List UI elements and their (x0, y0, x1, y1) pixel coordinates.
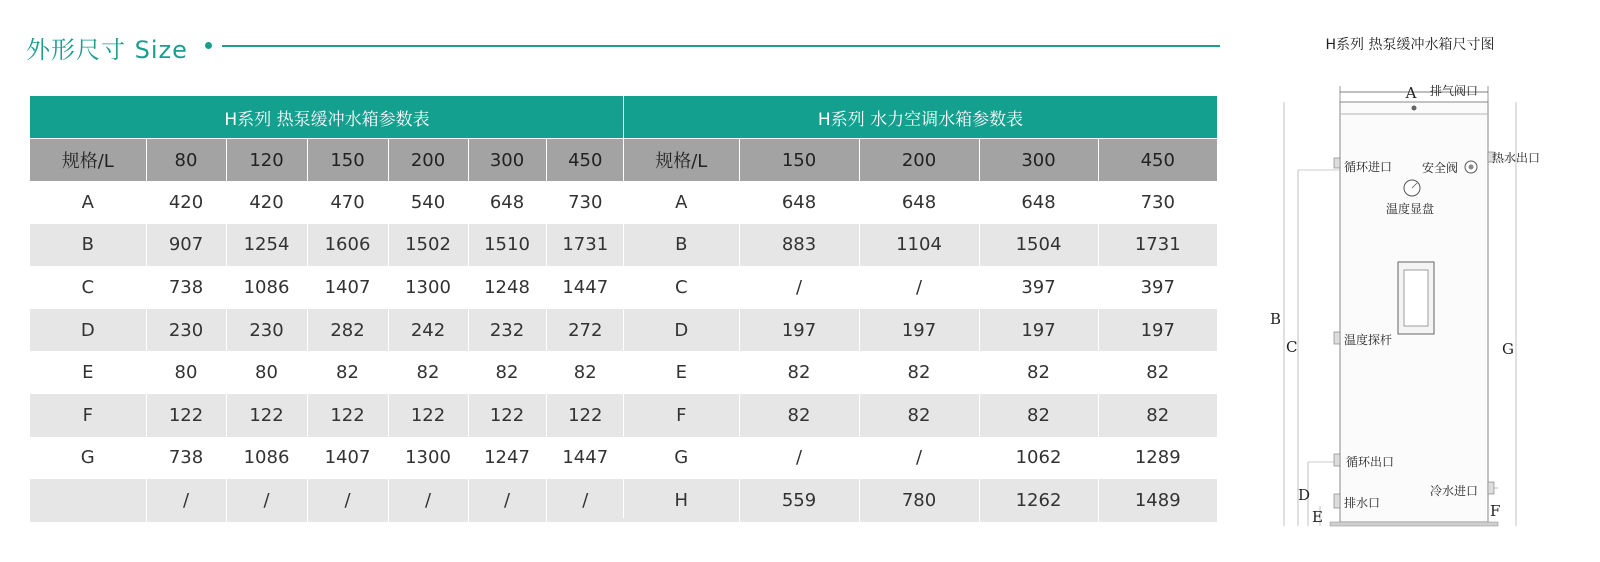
title-dot (205, 42, 212, 49)
table-row (624, 437, 1217, 480)
tank-feet (1330, 522, 1498, 526)
row-label: C (30, 266, 146, 309)
column-header: 120 (226, 139, 307, 182)
label-temp-probe: 温度探杆 (1344, 333, 1393, 347)
table-cell: 82 (859, 351, 979, 394)
row-label: A (624, 181, 739, 224)
table-cell: 648 (979, 181, 1098, 224)
table-cell: 1731 (1098, 224, 1217, 267)
drain-port (1334, 494, 1340, 508)
table-cell: 230 (226, 309, 307, 352)
dim-letter-b: B (1270, 310, 1282, 328)
table-cell: 648 (739, 181, 859, 224)
table-row (624, 479, 1217, 522)
table-cell: / (739, 437, 859, 480)
column-header: 80 (146, 139, 226, 182)
label-vent: 排气阀口 (1430, 84, 1479, 98)
dim-letter-e: E (1312, 508, 1323, 526)
cold-in-port (1488, 482, 1494, 494)
table-cell: 1407 (307, 266, 388, 309)
table-cell: 1447 (546, 437, 624, 480)
row-label: B (624, 224, 739, 267)
table-cell: 397 (1098, 266, 1217, 309)
column-header: 规格/L (624, 139, 739, 182)
table-row (624, 394, 1217, 437)
table-cell: 1731 (546, 224, 624, 267)
circ-out-port (1334, 454, 1340, 466)
table-row (30, 266, 624, 309)
table-row (30, 224, 624, 267)
table-row (624, 224, 1217, 267)
table-row (624, 181, 1217, 224)
hydraulic-tank-title-row (624, 96, 1217, 139)
buffer-tank-title-row (30, 96, 624, 139)
table-cell: 559 (739, 479, 859, 522)
label-safety-valve: 安全阀 (1422, 161, 1459, 175)
row-label (30, 479, 146, 522)
row-label: B (30, 224, 146, 267)
hydraulic-tank-title: H系列 水力空调水箱参数表 (624, 96, 1217, 139)
row-label: E (30, 351, 146, 394)
table-cell: 82 (388, 351, 468, 394)
column-header: 150 (739, 139, 859, 182)
row-label: C (624, 266, 739, 309)
table-cell: 648 (859, 181, 979, 224)
temp-probe-port (1334, 332, 1340, 344)
table-cell: 82 (739, 394, 859, 437)
table-cell: 282 (307, 309, 388, 352)
dim-letter-a: A (1405, 84, 1417, 102)
table-cell: 420 (146, 181, 226, 224)
table-cell: 730 (1098, 181, 1217, 224)
table-cell: 738 (146, 266, 226, 309)
label-circ-out: 循环出口 (1346, 455, 1395, 469)
tank-dimension-diagram (1258, 78, 1600, 562)
label-cold-in: 冷水进口 (1430, 484, 1479, 498)
table-cell: 738 (146, 437, 226, 480)
diagram-title: H系列 热泵缓冲水箱尺寸图 (1325, 37, 1495, 53)
table-cell: / (307, 479, 388, 522)
column-header: 200 (859, 139, 979, 182)
table-cell: 1248 (468, 266, 546, 309)
dim-letter-g: G (1502, 340, 1514, 358)
table-row (30, 181, 624, 224)
table-cell: 80 (226, 351, 307, 394)
table-cell: 1504 (979, 224, 1098, 267)
column-header: 200 (388, 139, 468, 182)
column-header: 450 (546, 139, 624, 182)
table-cell: 122 (546, 394, 624, 437)
table-cell: 1254 (226, 224, 307, 267)
heat-pump-buffer-tank-table (30, 96, 624, 522)
table-cell: 1300 (388, 266, 468, 309)
buffer-tank-title: H系列 热泵缓冲水箱参数表 (30, 96, 624, 139)
table-cell: / (739, 266, 859, 309)
table-cell: 82 (1098, 394, 1217, 437)
table-cell: 197 (739, 309, 859, 352)
table-cell: 1086 (226, 437, 307, 480)
table-cell: 470 (307, 181, 388, 224)
table-row (624, 351, 1217, 394)
table-cell: 1407 (307, 437, 388, 480)
table-cell: 242 (388, 309, 468, 352)
title-rule (222, 45, 1220, 47)
table-cell: 730 (546, 181, 624, 224)
label-drain: 排水口 (1344, 496, 1381, 510)
dim-letter-d: D (1298, 486, 1311, 504)
column-header: 300 (979, 139, 1098, 182)
table-cell: 197 (979, 309, 1098, 352)
table-cell: 1606 (307, 224, 388, 267)
buffer-tank-column-header-row (30, 139, 624, 182)
table-cell: 540 (388, 181, 468, 224)
table-cell: 122 (226, 394, 307, 437)
row-label: E (624, 351, 739, 394)
column-header: 450 (1098, 139, 1217, 182)
table-cell: 1447 (546, 266, 624, 309)
hydraulic-tank-column-header-row (624, 139, 1217, 182)
table-cell: 82 (546, 351, 624, 394)
table-cell: 272 (546, 309, 624, 352)
page-title: 外形尺寸 Size (26, 36, 188, 64)
table-cell: 122 (468, 394, 546, 437)
row-label: D (30, 309, 146, 352)
table-cell: 1104 (859, 224, 979, 267)
table-cell: 230 (146, 309, 226, 352)
table-cell: 82 (739, 351, 859, 394)
table-cell: 82 (979, 351, 1098, 394)
row-label: F (30, 394, 146, 437)
table-cell: 1262 (979, 479, 1098, 522)
table-cell: / (146, 479, 226, 522)
table-row (30, 437, 624, 480)
table-cell: 1289 (1098, 437, 1217, 480)
column-header: 300 (468, 139, 546, 182)
column-header: 150 (307, 139, 388, 182)
table-cell: 1247 (468, 437, 546, 480)
table-row (30, 309, 624, 352)
row-label: G (624, 437, 739, 480)
table-cell: 80 (146, 351, 226, 394)
table-cell: / (388, 479, 468, 522)
vent-port (1412, 106, 1417, 111)
table-cell: 1502 (388, 224, 468, 267)
table-cell: 883 (739, 224, 859, 267)
table-cell: 1489 (1098, 479, 1217, 522)
table-row (624, 266, 1217, 309)
table-row (624, 309, 1217, 352)
table-cell: 197 (859, 309, 979, 352)
table-cell: 122 (307, 394, 388, 437)
table-cell: 1086 (226, 266, 307, 309)
table-cell: 232 (468, 309, 546, 352)
label-hot-out: 热水出口 (1492, 151, 1541, 165)
row-label: G (30, 437, 146, 480)
table-cell: 82 (468, 351, 546, 394)
table-cell: 82 (979, 394, 1098, 437)
table-cell: 122 (388, 394, 468, 437)
row-label: D (624, 309, 739, 352)
row-label: A (30, 181, 146, 224)
table-cell: 780 (859, 479, 979, 522)
table-cell: 122 (146, 394, 226, 437)
circ-in-port (1334, 158, 1340, 168)
label-temp-gauge: 温度显盘 (1386, 202, 1435, 216)
dim-letter-c: C (1286, 338, 1298, 356)
table-cell: / (468, 479, 546, 522)
table-cell: 397 (979, 266, 1098, 309)
table-cell: / (859, 437, 979, 480)
table-cell: 907 (146, 224, 226, 267)
row-label: F (624, 394, 739, 437)
table-cell: 1300 (388, 437, 468, 480)
table-cell: 420 (226, 181, 307, 224)
table-cell: / (226, 479, 307, 522)
column-header: 规格/L (30, 139, 146, 182)
table-cell: / (546, 479, 624, 522)
table-cell: 82 (1098, 351, 1217, 394)
table-cell: 197 (1098, 309, 1217, 352)
hydraulic-ac-tank-table (624, 96, 1217, 522)
label-circ-in: 循环进口 (1344, 160, 1393, 174)
table-separator (623, 96, 624, 518)
table-row (30, 351, 624, 394)
table-row (30, 479, 624, 522)
table-cell: 648 (468, 181, 546, 224)
table-cell: 82 (859, 394, 979, 437)
dim-letter-f: F (1490, 502, 1501, 520)
row-label: H (624, 479, 739, 522)
table-cell: 82 (307, 351, 388, 394)
table-cell: / (859, 266, 979, 309)
table-row (30, 394, 624, 437)
table-cell: 1510 (468, 224, 546, 267)
table-cell: 1062 (979, 437, 1098, 480)
